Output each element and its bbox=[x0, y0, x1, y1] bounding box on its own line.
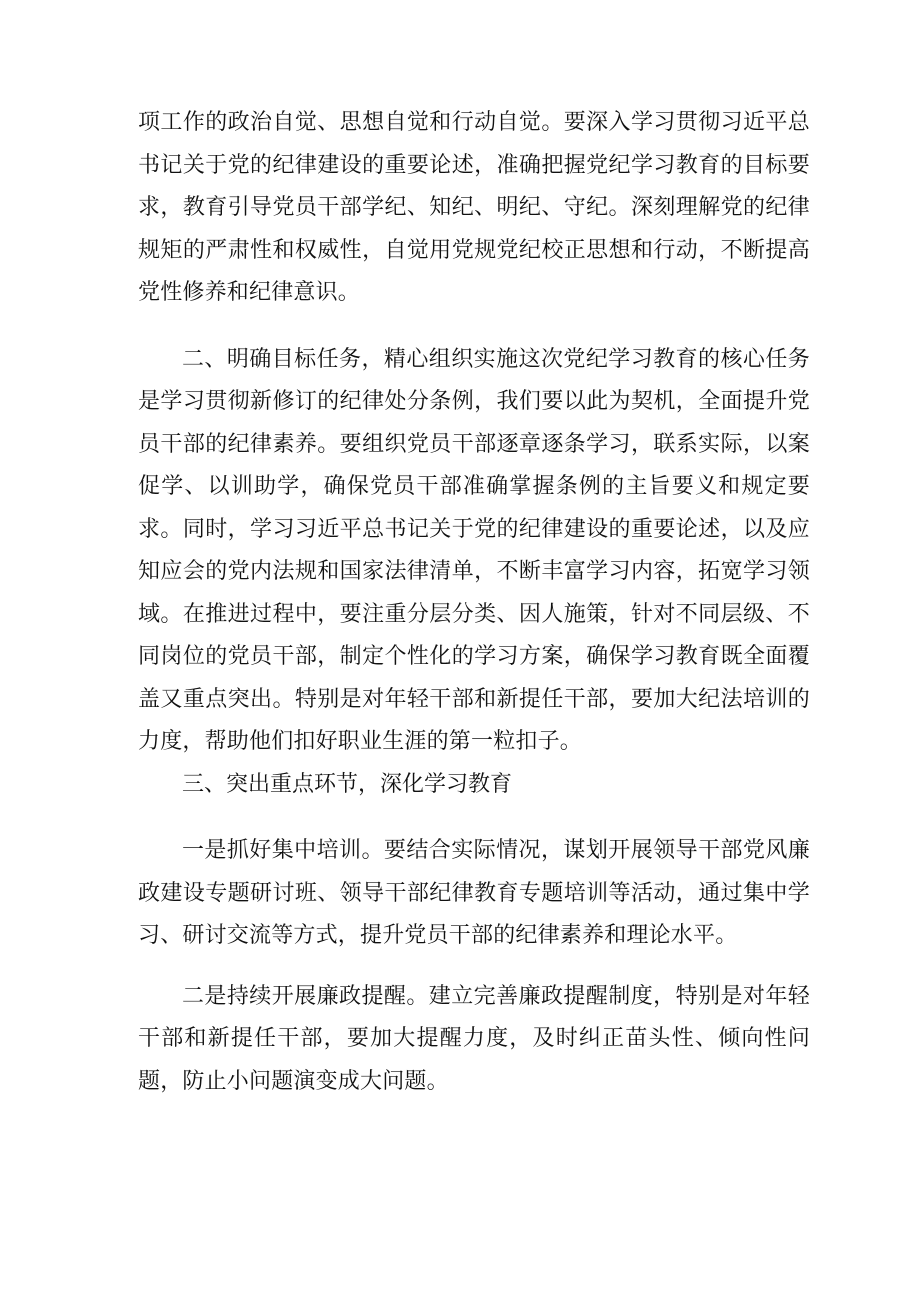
paragraph-integrity-reminder: 二是持续开展廉政提醒。建立完善廉政提醒制度，特别是对年轻干部和新提任干部，要加大提醒力度，及时纠正苗头性、倾向性问题，防止小问题演变成大问题。 bbox=[138, 983, 810, 1094]
paragraph-focused-training: 一是抓好集中培训。要结合实际情况，谋划开展领导干部党风廉政建设专题研讨班、领导干部纪律教育专题培训等活动，通过集中学习、研讨交流等方式，提升党员干部的纪律素养和理论水平。 bbox=[138, 838, 810, 948]
paragraph-section-two: 二、明确目标任务，精心组织实施这次党纪学习教育的核心任务是学习贯彻新修订的纪律处分条例，我们要以此为契机，全面提升党员干部的纪律素养。要组织党员干部逐章逐条学习，联系实际，以案促学、以训助学，确保党员干部准确掌握条例的主旨要义和规定要求。同时，学习习近平总书记关于党的纪律建设的重要论述，以及应知应会的党内法规和国家法律清单，不断丰富学习内容，拓宽学习领域。在推进过程中，要注重分层分类、因人施策，针对不同层级、不同岗位的党员干部，制定个性化的学习方案，确保学习教育既全面覆盖又重点突出。特别是对年轻干部和新提任干部，要加大纪法培训的力度，帮助他们扣好职业生涯的第一粒扣子。 bbox=[138, 346, 810, 754]
paragraph-continuation: 项工作的政治自觉、思想自觉和行动自觉。要深入学习贯彻习近平总书记关于党的纪律建设的重要论述，准确把握党纪学习教育的目标要求，教育引导党员干部学纪、知纪、明纪、守纪。深刻理解党的纪律规矩的严肃性和权威性，自觉用党规党纪校正思想和行动，不断提高党性修养和纪律意识。 bbox=[138, 110, 810, 305]
section-three-heading: 三、突出重点环节，深化学习教育 bbox=[182, 771, 513, 797]
document-body bbox=[138, 102, 810, 1103]
